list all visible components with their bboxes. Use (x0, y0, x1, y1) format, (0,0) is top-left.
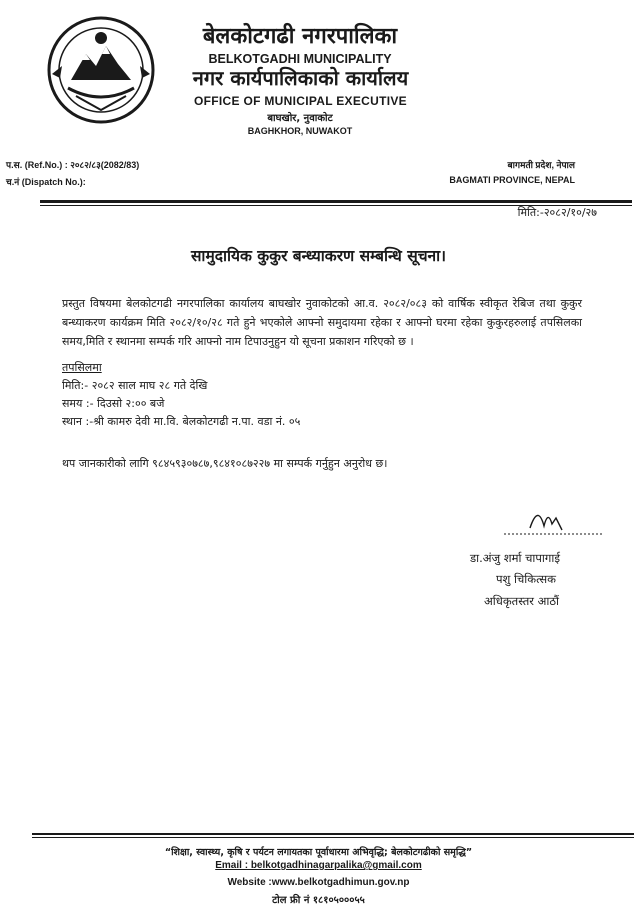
signatory-rank: अधिकृतस्तर आठौं (484, 594, 560, 608)
ref-number: प.स. (Ref.No.) : २०८२/८३(2082/83) (6, 160, 140, 170)
issue-date: मिति:-२०८२/१०/२७ (517, 206, 597, 219)
contact-line: थप जानकारीको लागि ९८४५९३०७८७,९८४१०८७२२७ मा सम्पर्क गर्नुहुन अनुरोध छ। (62, 457, 388, 470)
dispatch-number: च.नं (Dispatch No.): (6, 177, 86, 187)
footer-tollfree: टोल फ्री नं १८१०५०००५५ (272, 895, 365, 906)
signatory-name: डा.अंजु शर्मा चापागाई (470, 551, 560, 565)
detail-place: स्थान :-श्री कामरु देवी मा.वि. बेलकोटगढी न.पा. वडा नं. ०५ (62, 415, 301, 428)
province-en: BAGMATI PROVINCE, NEPAL (449, 175, 575, 185)
footer-website: Website :www.belkotgadhimun.gov.np (227, 877, 410, 888)
signature-mark (500, 500, 610, 540)
detail-time: समय :- दिउसो २:०० बजे (62, 397, 165, 410)
header-divider (40, 200, 632, 203)
municipality-name-en: BELKOTGADHI MUNICIPALITY (208, 52, 392, 66)
office-name-en: OFFICE OF MUNICIPAL EXECUTIVE (194, 94, 407, 108)
municipality-emblem (46, 14, 156, 126)
footer-divider (32, 833, 634, 835)
notice-body: प्रस्तुत विषयमा बेलकोटगढी नगरपालिका कार्यालय बाघखोर नुवाकोटको आ.व. २०८२/०८३ को वार्षिक स्वीकृत रेबिज तथा कुकुर बन्ध्याकरण कार्यक्रम मिति २०८२/१०/२८ गते हुने भएकोले आफ्नो समुदायमा रहेका र आफ्नो घरमा रहेका कुकुरहरुलाई तपसिलका समय,मिति र स्थानमा सम्पर्क गरि आफ्नो नाम टिपाउनुहुन यो सूचना प्रकाशन गरिएको छ । (62, 297, 582, 348)
footer-slogan: “शिक्षा, स्वास्थ्य, कृषि र पर्यटन लगायतका पूर्वाधारमा अभिवृद्धि; बेलकोटगढीको समृद्धि” (164, 847, 473, 858)
detail-date: मिति:- २०८२ साल माघ २८ गते देखि (62, 379, 208, 392)
footer-divider-thin (32, 837, 634, 838)
footer-email: Email : belkotgadhinagarpalika@gmail.com (215, 860, 422, 871)
office-name-ne: नगर कार्यपालिकाको कार्यालय (192, 66, 409, 90)
address-en: BAGHKHOR, NUWAKOT (247, 126, 353, 136)
details-heading: तपसिलमा (62, 361, 102, 374)
address-ne: बाघखोर, नुवाकोट (267, 113, 333, 124)
notice-title: सामुदायिक कुकुर बन्ध्याकरण सम्बन्धि सूचना। (190, 247, 447, 265)
province-ne: बागमती प्रदेश, नेपाल (507, 160, 575, 170)
municipality-name-ne: बेलकोटगढी नगरपालिका (202, 24, 398, 49)
signatory-title: पशु चिकित्सक (496, 572, 556, 586)
